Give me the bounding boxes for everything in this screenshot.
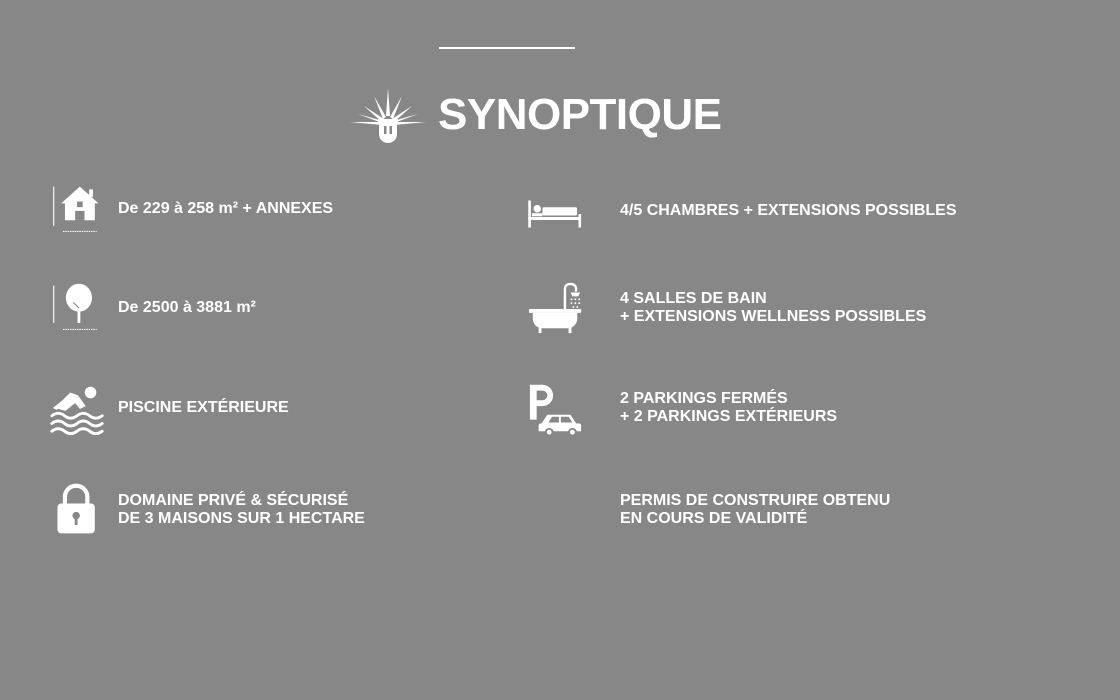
top-divider bbox=[439, 47, 575, 49]
tree-icon bbox=[48, 278, 108, 338]
feature-label: PISCINE EXTÉRIEURE bbox=[118, 399, 289, 416]
feature-label: De 229 à 258 m² + ANNEXES bbox=[118, 200, 334, 217]
feature-bedrooms bbox=[526, 181, 957, 241]
page-header bbox=[348, 80, 722, 150]
feature-label: 2 PARKINGS FERMÉS + 2 PARKINGS EXTÉRIEURS bbox=[620, 390, 838, 425]
feature-label: 4 SALLES DE BAIN + EXTENSIONS WELLNESS POSSIBLES bbox=[620, 290, 927, 325]
feature-land-area bbox=[48, 278, 256, 338]
feature-bathrooms bbox=[526, 278, 926, 338]
page-title: SYNOPTIQUE bbox=[438, 90, 722, 139]
icon-placeholder bbox=[526, 480, 586, 540]
feature-parking bbox=[526, 378, 837, 438]
feature-label: DOMAINE PRIVÉ & SÉCURISÉ DE 3 MAISONS SUR 1 HECTARE bbox=[118, 492, 365, 527]
feature-living-area bbox=[48, 179, 333, 239]
feature-pool bbox=[48, 378, 289, 438]
feature-label: De 2500 à 3881 m² bbox=[118, 299, 256, 316]
sunburst-logo-icon bbox=[348, 86, 428, 144]
bed-icon bbox=[526, 181, 586, 241]
feature-label: PERMIS DE CONSTRUIRE OBTENU EN COURS DE VALIDITÉ bbox=[620, 492, 891, 527]
feature-label: 4/5 CHAMBRES + EXTENSIONS POSSIBLES bbox=[620, 202, 957, 219]
padlock-icon bbox=[48, 480, 108, 540]
swimmer-icon bbox=[48, 378, 108, 438]
feature-private-domain bbox=[48, 480, 365, 540]
feature-building-permit bbox=[526, 480, 890, 540]
parking-car-icon bbox=[526, 378, 586, 438]
bathtub-icon bbox=[526, 278, 586, 338]
house-icon bbox=[48, 179, 108, 239]
